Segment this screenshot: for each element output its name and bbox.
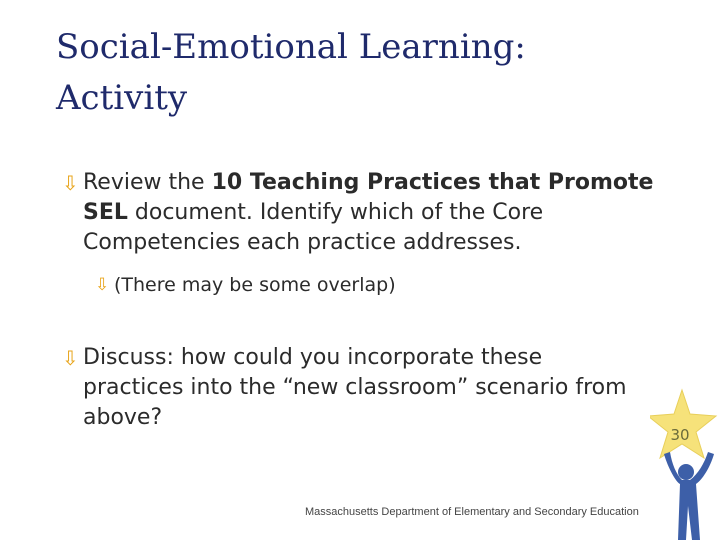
star-figure-logo bbox=[650, 388, 720, 540]
down-arrow-icon: ⇩ bbox=[62, 346, 79, 370]
bullet-discuss bbox=[62, 343, 662, 433]
figure-head bbox=[678, 464, 694, 480]
sub-bullet-text: (There may be some overlap) bbox=[114, 274, 396, 296]
title-line-1: Social-Emotional Learning: bbox=[56, 27, 526, 67]
bullet-text bbox=[62, 168, 662, 258]
bullet-text: Discuss: how could you incorporate these practices into the “new classroom” scenario from above? bbox=[83, 345, 627, 430]
document-title: 10 Teaching Practices that Promote SEL bbox=[83, 170, 654, 225]
slide-title bbox=[56, 22, 656, 124]
star-shape bbox=[650, 390, 716, 458]
down-arrow-icon: ⇩ bbox=[62, 171, 79, 195]
title-line-2: Activity bbox=[56, 78, 188, 118]
bullet-text-intro: Review the bbox=[83, 170, 212, 195]
sub-bullet-overlap bbox=[95, 271, 595, 299]
page-number: 30 bbox=[670, 426, 690, 444]
bullet-review-practices bbox=[62, 168, 662, 258]
footer-text: Massachusetts Department of Elementary and Secondary Education bbox=[305, 506, 639, 518]
star-figure-icon bbox=[650, 388, 720, 540]
down-arrow-icon: ⇩ bbox=[95, 275, 110, 295]
bullet-text-rest: document. Identify which of the Core Competencies each practice addresses. bbox=[83, 200, 544, 255]
